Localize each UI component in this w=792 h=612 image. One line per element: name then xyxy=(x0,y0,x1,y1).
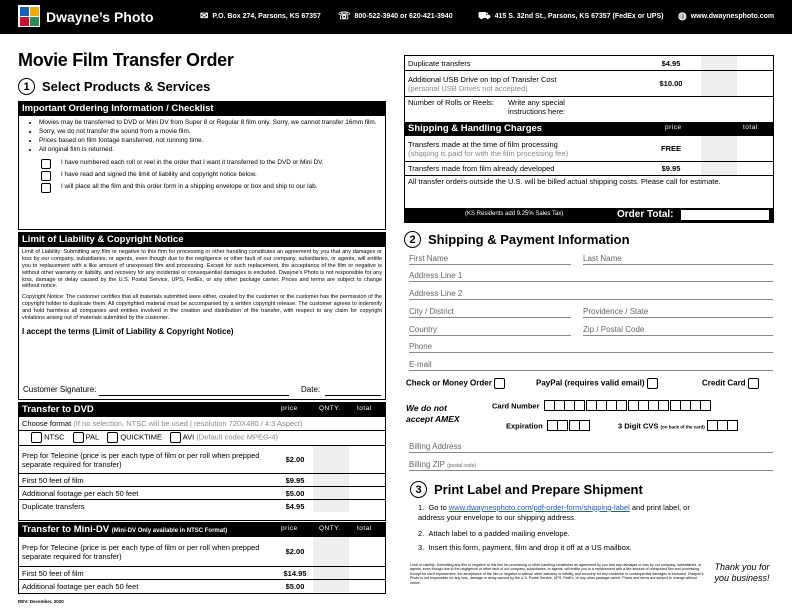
po-box: ✉ P.O. Box 274, Parsons, KS 67357 xyxy=(200,11,321,22)
liability-heading: Limit of Liability & Copyright Notice xyxy=(19,233,385,247)
check-read-liability[interactable]: I have read and signed the limit of liability and copyright notice below. xyxy=(41,171,385,181)
format-avi[interactable]: AVI (Default codec MPEG-4) xyxy=(170,432,278,443)
checklist-bullets xyxy=(19,116,385,157)
list-item: • Sorry, we do not transfer the sound from a movie film. xyxy=(39,128,379,136)
qty-field[interactable] xyxy=(313,487,349,499)
phone-field[interactable]: Phone xyxy=(409,342,773,353)
checklist-heading: Important Ordering Information / Checklist xyxy=(19,102,385,116)
instructions-row: Number of Rolls or Reels: Write any special instructions here: xyxy=(405,96,773,122)
liability-box xyxy=(18,232,386,400)
total-field[interactable] xyxy=(349,446,385,473)
table-row: Duplicate transfers $4.95 xyxy=(405,56,773,70)
checkbox[interactable] xyxy=(41,171,51,181)
last-name-field[interactable]: Last Name xyxy=(583,254,773,265)
city-field[interactable]: City / District xyxy=(409,307,571,318)
total-field[interactable] xyxy=(349,500,385,512)
list-item: • Movies may be transferred to DVD or Mini DV from Super 8 or Regular 8 film only. Sorry, we cannot transfer 16mm film. xyxy=(39,119,379,127)
cvs-field[interactable]: 3 Digit CVS (on back of the card) xyxy=(618,420,737,433)
order-total-bar: (KS Residents add 9.25% Sales Tax) Order Total: xyxy=(405,208,773,222)
fine-print: Limit of Liability: Submitting any film or negative to this firm for processing or other handling constitutes an agreement by you that any damages or loss by our company, subsidiaries, or agents, even though due to the negligence or other fault of our company, subsidiaries, or agents, will entitle you to a replacement with a like amount of unexposed film and processing. Except for such replacement, the acceptance of the film or negative is without other warranty or liability, and recovery for any incidental or consequential damages is excluded. Dwayne’s Photo is not responsible for any loss, damage or delay caused by the U.S. Postal Service, UPS, FedEx, or any other package carrier. Prices and terms are subject to change without notice. xyxy=(410,563,704,585)
table-row: Additional footage per each 50 feet $5.00 xyxy=(19,579,385,592)
qty-field[interactable] xyxy=(313,537,349,566)
international-note: All transfer orders outside the U.S. will be billed actual shipping costs. Please call for estimate. xyxy=(405,175,773,201)
format-options xyxy=(19,430,385,445)
page-title: Movie Film Transfer Order xyxy=(18,50,234,70)
right-price-box: Duplicate transfers $4.95 Additional USB Drive on top of Transfer Cost (personal USB Drives not accepted) $10.00 Number of Rolls or Reels: Write any special instructions here: Shipping & Handling Charges price total Transfers made at the time of film processing (shipping is paid for with the film processing fee) FREE Transfers made from film already developed $9.95 All transfer orders outside the U.S. will be billed actual shipping costs. Please call for estimate. (KS Residents add 9.25% Sales Tax) Order Total: xyxy=(404,55,774,223)
choose-format: Choose format (If no selection, NTSC will be used | resolution 720X480 / 4:3 Aspect) xyxy=(22,419,303,428)
shipping-heading: Shipping & Handling Charges xyxy=(408,123,543,134)
dvd-table: Transfer to DVD price QNTY. total Choose format (If no selection, NTSC will be used | resolution 720X480 / 4:3 Aspect) NTSC PAL QUICKTIME AVI (Default codec MPEG-4) Prep for Telecine (price is per each type of film or per roll when prepped separate required for transfer) $2.00 First 50 feet of film $9.95 Additional footage per each 50 feet $5.00 Duplicate transfers $4.95 xyxy=(18,402,386,521)
qty-field[interactable] xyxy=(313,567,349,579)
signature-field[interactable] xyxy=(99,395,289,396)
qty-field[interactable] xyxy=(313,580,349,592)
address-line-2-field[interactable]: Address Line 2 xyxy=(409,289,773,300)
billing-zip-field[interactable]: Billing ZIP (postal code) xyxy=(409,460,773,471)
total-field[interactable] xyxy=(349,580,385,592)
checkbox[interactable] xyxy=(41,159,51,169)
expiration-field[interactable]: Expiration xyxy=(506,420,589,433)
checklist-box xyxy=(18,101,386,230)
envelope-icon: ✉ xyxy=(200,11,209,22)
first-name-field[interactable]: First Name xyxy=(409,254,571,265)
checkbox[interactable] xyxy=(41,183,51,193)
phone-icon: ☏ xyxy=(338,11,351,22)
copyright-text: Copyright Notice: The customer certifies that all materials submitted were either, created by the customer or the customer has the permission of the copyright holder to duplicate them. All copyrighted material must be accompanied by a written copyright release. The customer agrees to indemnify and hold harmless all companies and entities involved in the creation and distribution of the transfer, with respect to any claim for copyright violations arising out of materials submitted by the customer. xyxy=(22,294,382,321)
total-field[interactable] xyxy=(349,487,385,499)
step-1: 1. Go to www.dwaynesphoto.com/pdf-order-form/shipping-label and print label, or address your envelope to our shipping address. xyxy=(418,503,690,522)
section-2-heading: 2 Shipping & Payment Information xyxy=(404,231,630,248)
no-amex-note: We do not accept AMEX xyxy=(406,403,460,425)
format-pal[interactable]: PAL xyxy=(73,432,100,443)
table-row: Transfers made from film already developed $9.95 xyxy=(405,161,773,175)
customer-signature-label: Customer Signature: xyxy=(23,385,97,394)
total-field[interactable] xyxy=(349,537,385,566)
liability-text: Limit of Liability: Submitting any film or negative to this firm for processing or other handling constitutes an agreement by you that any damages or loss by our company, subsidiaries, or agents, even though due to the negligence or other fault of our company, subsidiaries, or agents, will entitle you to replacement with a like amount of unexposed film and processing. Except for such replacement, the acceptance of the film or negative is without other warranty or liability, and recovery for any incidental or consequential damages is excluded. Dwayne’s Photo is not responsible for any loss, damage or delay caused by the U.S. Postal Service, UPS, FedEx, or any other package carrier. Prices and terms are subject to change without notice. xyxy=(22,249,382,290)
zip-field[interactable]: Zip / Postal Code xyxy=(583,325,773,336)
table-row: Duplicate transfers $4.95 xyxy=(19,499,385,512)
check-numbered-rolls[interactable]: I have numbered each roll or reel in the order that I want it transferred to the DVD or Mini DV. xyxy=(41,159,385,169)
format-quicktime[interactable]: QUICKTIME xyxy=(107,432,162,443)
thank-you-note: Thank you for you business! xyxy=(714,562,770,583)
street-address: ⛟ 415 S. 32nd St., Parsons, KS 67357 (FedEx or UPS) xyxy=(478,11,664,22)
minidv-table: Transfer to Mini-DV (Mini-DV Only available in NTSC Format) price QNTY. total Prep for Telecine (price is per each type of film or per roll when prepped separate required for transfer) $2.00 First 50 feet of film $14.95 Additional footage per each 50 feet $5.00 xyxy=(18,522,386,594)
truck-icon: ⛟ xyxy=(478,11,491,22)
list-item: • All original film is returned. xyxy=(39,146,379,154)
globe-icon: ◍ xyxy=(678,11,687,22)
total-field[interactable] xyxy=(349,474,385,486)
total-field[interactable] xyxy=(349,567,385,579)
table-row: Additional USB Drive on top of Transfer Cost (personal USB Drives not accepted) $10.00 xyxy=(405,70,773,96)
section-1-heading: 1 Select Products & Services xyxy=(18,78,210,95)
pay-paypal-option[interactable]: PayPal (requires valid email) xyxy=(536,378,658,389)
page-header xyxy=(0,0,792,34)
table-row: Prep for Telecine (price is per each type of film or per roll when prepped separate required for transfer) $2.00 xyxy=(19,445,385,473)
date-label: Date: xyxy=(301,385,321,394)
card-number-field[interactable]: Card Number xyxy=(492,400,710,413)
dwaynes-logo-icon xyxy=(18,5,40,27)
address-line-1-field[interactable]: Address Line 1 xyxy=(409,271,773,282)
order-total-field[interactable] xyxy=(681,210,769,220)
pay-check-option[interactable]: Check or Money Order xyxy=(406,378,505,389)
brand-name: Dwayne’s Photo xyxy=(46,9,154,25)
pay-card-option[interactable]: Credit Card xyxy=(702,378,759,389)
minidv-heading: Transfer to Mini-DV xyxy=(22,524,110,535)
country-field[interactable]: Country xyxy=(409,325,571,336)
revision-date: REV: December, 2020 xyxy=(18,599,64,604)
qty-field[interactable] xyxy=(313,474,349,486)
dvd-heading: Transfer to DVD xyxy=(22,404,94,415)
section-3-heading: 3 Print Label and Prepare Shipment xyxy=(410,481,643,498)
accept-terms: I accept the terms (Limit of Liability & Copyright Notice) xyxy=(22,326,234,336)
website[interactable]: ◍ www.dwaynesphoto.com xyxy=(678,11,775,22)
step-3: 3. Insert this form, payment, film and drop it off at a US mailbox. xyxy=(418,543,632,552)
shipping-label-link[interactable]: www.dwaynesphoto.com/pdf-order-form/shipping-label xyxy=(448,503,630,512)
table-row: Prep for Telecine (price is per each type of film or per roll when prepped separate required for transfer) $2.00 xyxy=(19,537,385,566)
table-row: Transfers made at the time of film processing (shipping is paid for with the film processing fee) FREE xyxy=(405,136,773,161)
state-field[interactable]: Providence / State xyxy=(583,307,773,318)
step-2: 2. Attach label to a padded mailing envelope. xyxy=(418,529,570,538)
table-row: First 50 feet of film $9.95 xyxy=(19,473,385,486)
format-ntsc[interactable]: NTSC xyxy=(31,432,65,443)
email-field[interactable]: E-mail xyxy=(409,360,773,371)
billing-address-field[interactable]: Billing Address xyxy=(409,442,773,453)
qty-field[interactable] xyxy=(313,500,349,512)
qty-field[interactable] xyxy=(313,446,349,473)
list-item: • Prices based on film footage transferred, not running time. xyxy=(39,137,379,145)
table-row: Additional footage per each 50 feet $5.00 xyxy=(19,486,385,499)
phone-number: ☏ 800-522-3940 or 620-421-3940 xyxy=(338,11,453,22)
table-row: First 50 feet of film $14.95 xyxy=(19,566,385,579)
date-field[interactable] xyxy=(325,395,381,396)
check-ship-film[interactable]: I will place all the film and this order form in a shipping envelope or box and ship to our lab. xyxy=(41,183,385,193)
